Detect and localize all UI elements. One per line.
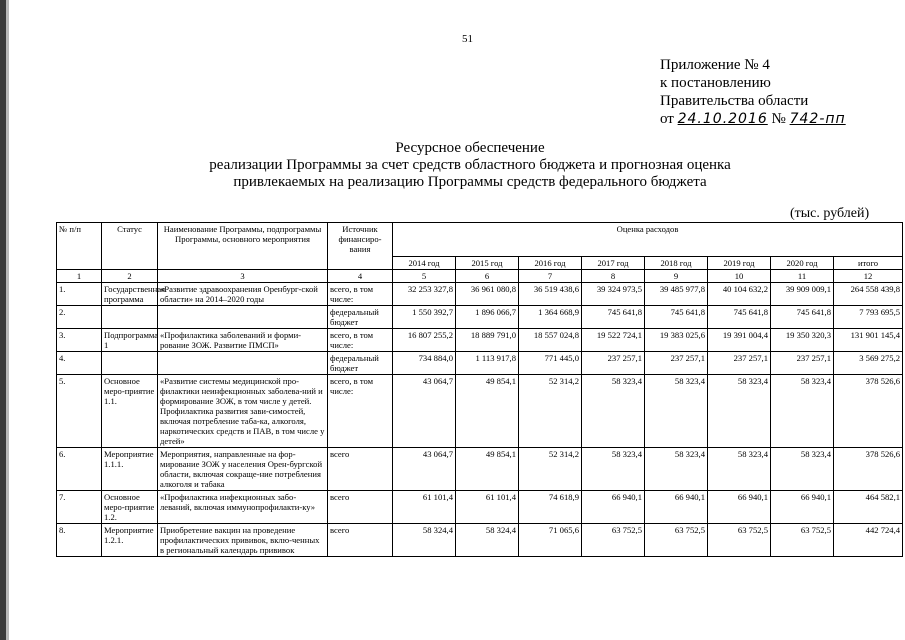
resource-table	[56, 222, 903, 557]
cell-source: всего	[328, 524, 393, 557]
cell-num: 8.	[57, 524, 102, 557]
date-prefix: от	[660, 111, 674, 127]
cell-value: 734 884,0	[393, 352, 456, 375]
cell-source: всего, в том числе:	[328, 375, 393, 448]
table-row	[57, 524, 903, 557]
table-row	[57, 306, 903, 329]
header-estimate: Оценка расходов	[393, 223, 903, 257]
cell-value: 40 104 632,2	[708, 283, 771, 306]
cell-source: всего, в том числе:	[328, 329, 393, 352]
page-number: 51	[462, 33, 473, 45]
cell-value: 52 314,2	[519, 375, 582, 448]
cell-value: 58 323,4	[771, 375, 834, 448]
cell-value: 58 323,4	[708, 448, 771, 491]
column-number: 6	[456, 270, 519, 283]
cell-value: 264 558 439,8	[834, 283, 903, 306]
cell-name	[158, 306, 328, 329]
cell-value: 745 641,8	[582, 306, 645, 329]
header-year: 2015 год	[456, 257, 519, 270]
cell-value: 58 323,4	[582, 448, 645, 491]
column-number: 11	[771, 270, 834, 283]
cell-value: 442 724,4	[834, 524, 903, 557]
cell-name: «Развитие системы медицинской про-филактики неинфекционных заболева-ний и формирование ЗОЖ, в том числе у детей. Профилактика развития зави-симостей, включая потребление таба-ка, алкоголя, наркотических средств и ПАВ, в том числе у детей»	[158, 375, 328, 448]
cell-value: 61 101,4	[393, 491, 456, 524]
cell-value: 3 569 275,2	[834, 352, 903, 375]
header-year: 2017 год	[582, 257, 645, 270]
cell-value: 71 065,6	[519, 524, 582, 557]
cell-value: 39 324 973,5	[582, 283, 645, 306]
cell-value: 745 641,8	[771, 306, 834, 329]
cell-value: 131 901 145,4	[834, 329, 903, 352]
cell-value: 63 752,5	[708, 524, 771, 557]
cell-status	[102, 306, 158, 329]
cell-name: Мероприятия, направленные на фор-мирование ЗОЖ у населения Орен-бургской области, включая сокраще-ние потребления алкоголя и табака	[158, 448, 328, 491]
appendix-line-3: Правительства области	[660, 93, 809, 109]
header-year: 2018 год	[645, 257, 708, 270]
table-row	[57, 352, 903, 375]
cell-value: 237 257,1	[708, 352, 771, 375]
cell-value: 43 064,7	[393, 375, 456, 448]
scan-edge-shadow	[6, 0, 9, 640]
header-year: 2020 год	[771, 257, 834, 270]
title-line-3: привлекаемых на реализацию Программы средств федерального бюджета	[233, 174, 707, 190]
handwritten-number: 742-пп	[789, 111, 846, 127]
column-number: 3	[158, 270, 328, 283]
document-title	[150, 140, 790, 191]
cell-value: 63 752,5	[645, 524, 708, 557]
column-number: 10	[708, 270, 771, 283]
cell-value: 58 324,4	[393, 524, 456, 557]
cell-name	[158, 352, 328, 375]
cell-value: 745 641,8	[645, 306, 708, 329]
cell-status: Основное меро-приятие 1.1.	[102, 375, 158, 448]
title-line-1: Ресурсное обеспечение	[395, 140, 545, 156]
cell-value: 52 314,2	[519, 448, 582, 491]
cell-source: всего	[328, 448, 393, 491]
appendix-line-2: к постановлению	[660, 75, 771, 91]
table-row	[57, 375, 903, 448]
cell-value: 49 854,1	[456, 448, 519, 491]
cell-source: всего, в том числе:	[328, 283, 393, 306]
header-year: 2014 год	[393, 257, 456, 270]
column-number: 1	[57, 270, 102, 283]
cell-value: 237 257,1	[582, 352, 645, 375]
cell-source: федеральный бюджет	[328, 306, 393, 329]
cell-value: 58 323,4	[645, 375, 708, 448]
title-line-2: реализации Программы за счет средств областного бюджета и прогнозная оценка	[209, 157, 731, 173]
cell-status: Подпрограмма 1	[102, 329, 158, 352]
cell-value: 63 752,5	[582, 524, 645, 557]
table-row	[57, 329, 903, 352]
cell-value: 36 961 080,8	[456, 283, 519, 306]
header-name: Наименование Программы, подпрограммы Программы, основного мероприятия	[158, 223, 328, 270]
cell-value: 1 364 668,9	[519, 306, 582, 329]
cell-value: 66 940,1	[708, 491, 771, 524]
cell-value: 58 323,4	[771, 448, 834, 491]
column-number: 8	[582, 270, 645, 283]
column-number: 12	[834, 270, 903, 283]
cell-value: 58 324,4	[456, 524, 519, 557]
cell-num: 3.	[57, 329, 102, 352]
cell-value: 771 445,0	[519, 352, 582, 375]
cell-name: «Развитие здравоохранения Оренбург-ской области» на 2014–2020 годы	[158, 283, 328, 306]
handwritten-date: 24.10.2016	[677, 111, 768, 127]
cell-value: 464 582,1	[834, 491, 903, 524]
header-year: 2019 год	[708, 257, 771, 270]
cell-value: 7 793 695,5	[834, 306, 903, 329]
cell-num: 1.	[57, 283, 102, 306]
column-number: 2	[102, 270, 158, 283]
cell-value: 19 350 320,3	[771, 329, 834, 352]
cell-value: 74 618,9	[519, 491, 582, 524]
cell-value: 32 253 327,8	[393, 283, 456, 306]
cell-value: 49 854,1	[456, 375, 519, 448]
header-year: 2016 год	[519, 257, 582, 270]
column-number: 9	[645, 270, 708, 283]
cell-value: 66 940,1	[771, 491, 834, 524]
table-row	[57, 448, 903, 491]
cell-value: 19 522 724,1	[582, 329, 645, 352]
cell-value: 66 940,1	[645, 491, 708, 524]
header-num: № п/п	[57, 223, 102, 270]
number-prefix: №	[771, 111, 786, 127]
cell-value: 58 323,4	[645, 448, 708, 491]
cell-name: «Профилактика инфекционных забо-леваний, включая иммунопрофилакти-ку»	[158, 491, 328, 524]
cell-value: 58 323,4	[708, 375, 771, 448]
header-status: Статус	[102, 223, 158, 270]
cell-value: 1 896 066,7	[456, 306, 519, 329]
cell-status: Основное меро-приятие 1.2.	[102, 491, 158, 524]
cell-value: 237 257,1	[771, 352, 834, 375]
cell-status: Мероприятие 1.1.1.	[102, 448, 158, 491]
cell-value: 39 485 977,8	[645, 283, 708, 306]
units-label: (тыс. рублей)	[790, 206, 870, 221]
column-number: 4	[328, 270, 393, 283]
cell-source: федеральный бюджет	[328, 352, 393, 375]
cell-value: 19 383 025,6	[645, 329, 708, 352]
cell-value: 745 641,8	[708, 306, 771, 329]
cell-value: 36 519 438,6	[519, 283, 582, 306]
cell-num: 5.	[57, 375, 102, 448]
header-source: Источник финансиро-вания	[328, 223, 393, 270]
cell-value: 237 257,1	[645, 352, 708, 375]
cell-value: 58 323,4	[582, 375, 645, 448]
appendix-block	[660, 56, 846, 128]
cell-value: 43 064,7	[393, 448, 456, 491]
cell-num: 7.	[57, 491, 102, 524]
cell-name: Приобретение вакцин на проведение профилактических прививок, вклю-ченных в региональный календарь прививок	[158, 524, 328, 557]
appendix-date-line	[660, 110, 846, 128]
cell-value: 1 550 392,7	[393, 306, 456, 329]
column-number: 5	[393, 270, 456, 283]
cell-value: 63 752,5	[771, 524, 834, 557]
cell-value: 16 807 255,2	[393, 329, 456, 352]
cell-value: 378 526,6	[834, 375, 903, 448]
table-row	[57, 491, 903, 524]
cell-source: всего	[328, 491, 393, 524]
cell-value: 39 909 009,1	[771, 283, 834, 306]
cell-num: 4.	[57, 352, 102, 375]
cell-status: Государственная программа	[102, 283, 158, 306]
cell-value: 61 101,4	[456, 491, 519, 524]
appendix-line-1: Приложение № 4	[660, 57, 770, 73]
cell-value: 1 113 917,8	[456, 352, 519, 375]
cell-value: 18 889 791,0	[456, 329, 519, 352]
table-row	[57, 283, 903, 306]
cell-value: 66 940,1	[582, 491, 645, 524]
cell-num: 2.	[57, 306, 102, 329]
column-number: 7	[519, 270, 582, 283]
cell-value: 18 557 024,8	[519, 329, 582, 352]
cell-status	[102, 352, 158, 375]
cell-name: «Профилактика заболеваний и форми-рование ЗОЖ. Развитие ПМСП»	[158, 329, 328, 352]
cell-num: 6.	[57, 448, 102, 491]
header-year: итого	[834, 257, 903, 270]
cell-value: 378 526,6	[834, 448, 903, 491]
cell-status: Мероприятие 1.2.1.	[102, 524, 158, 557]
cell-value: 19 391 004,4	[708, 329, 771, 352]
